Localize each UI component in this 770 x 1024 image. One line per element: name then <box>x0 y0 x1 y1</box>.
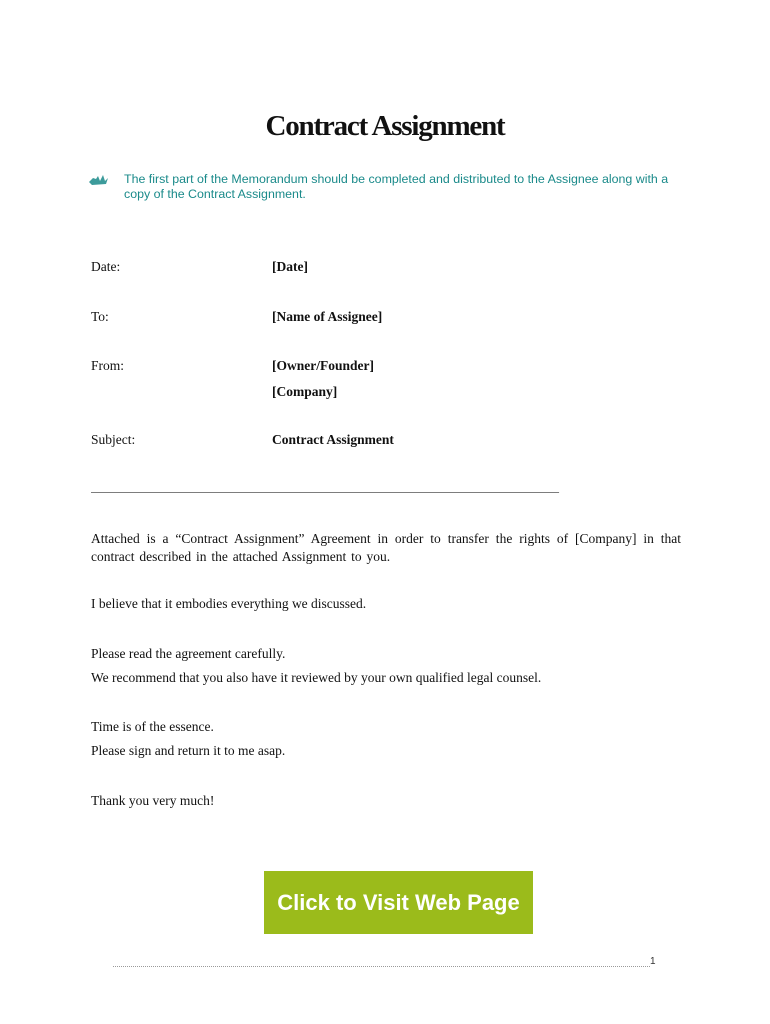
body-paragraph-1: Attached is a “Contract Assignment” Agreement in order to transfer the rights of [Company] in that contract described in the attached Assignment to you. <box>91 531 681 564</box>
body-paragraph-5: Time is of the essence. <box>91 719 214 734</box>
instruction-note: The first part of the Memorandum should be completed and distributed to the Assignee along with a copy of the Contract Assignment. <box>124 172 669 201</box>
body-paragraph-6: Please sign and return it to me asap. <box>91 743 286 758</box>
to-label: To: <box>91 309 109 324</box>
from-label: From: <box>91 358 125 373</box>
from-value-company: [Company] <box>272 384 338 399</box>
body-paragraph-4: We recommend that you also have it reviewed by your own qualified legal counsel. <box>91 670 542 685</box>
body-paragraph-2: I believe that it embodies everything we discussed. <box>91 596 367 611</box>
body-paragraph-3: Please read the agreement carefully. <box>91 646 286 661</box>
to-value: [Name of Assignee] <box>272 309 383 324</box>
date-value: [Date] <box>272 259 308 274</box>
visit-web-page-button[interactable]: Click to Visit Web Page <box>264 871 533 934</box>
from-value-owner: [Owner/Founder] <box>272 358 374 373</box>
document-title: Contract Assignment <box>265 110 505 142</box>
pointing-hand-icon <box>88 172 110 188</box>
subject-label: Subject: <box>91 432 136 447</box>
page-number: 1 <box>650 956 656 967</box>
date-label: Date: <box>91 259 121 274</box>
subject-value: Contract Assignment <box>272 432 394 447</box>
separator-rule: ——————————————————————————————————————— <box>91 484 559 498</box>
footer-divider <box>113 966 650 967</box>
body-paragraph-7: Thank you very much! <box>91 793 215 808</box>
